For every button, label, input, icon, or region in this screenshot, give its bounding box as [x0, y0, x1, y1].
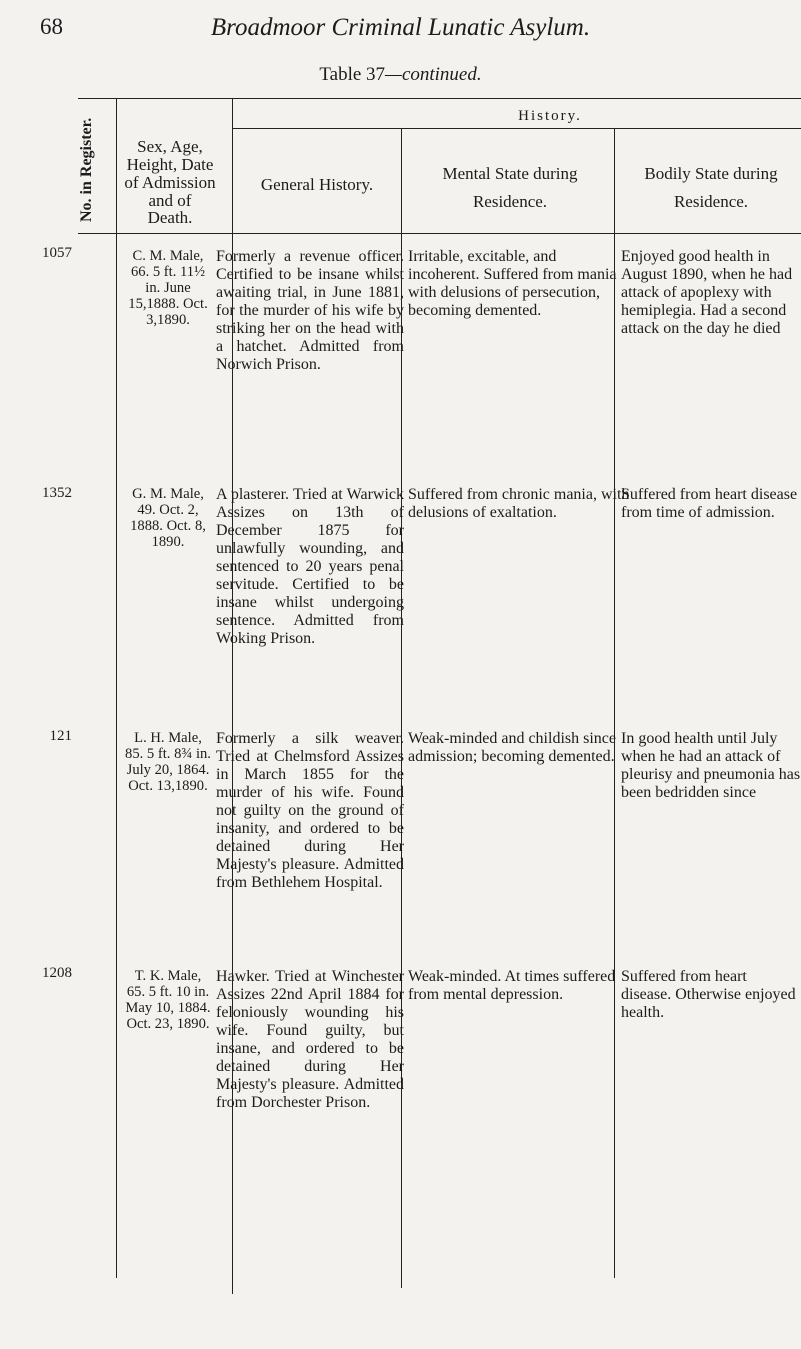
row-person-details: T. K. Male, 65. 5 ft. 10 in. May 10, 1884. Oct. 23, 1890. — [125, 968, 211, 1032]
row-person-details: L. H. Male, 85. 5 ft. 8¾ in. July 20, 1864. Oct. 13,1890. — [125, 730, 211, 794]
row-person-details: C. M. Male, 66. 5 ft. 11½ in. June 15,1888. Oct. 3,1890. — [128, 248, 208, 328]
column-head-general: General History. — [260, 175, 374, 194]
column-head-person: Sex, Age, Height, Date of Admission and of Death. — [124, 137, 216, 228]
row-general-history: Hawker. Tried at Winchester Assizes 22nd April 1884 for feloniously wounding his wife. Found guilty, but insane, and ordered to be detained during Her Majesty's pleasure. Admitted from Dorchester Prison. — [216, 968, 404, 1111]
column-head-history: History. — [518, 108, 582, 124]
row-register-number: 121 — [49, 728, 72, 744]
row-register-number: 1352 — [42, 485, 72, 501]
column-head-bodily: Bodily State during Residence. — [644, 164, 778, 211]
row-bodily-state: In good health until July when he had an attack of pleurisy and pneumonia has been bedridden since — [621, 730, 801, 801]
column-head-register: No. in Register. — [78, 117, 95, 222]
row-bodily-state: Enjoyed good health in August 1890, when he had attack of apoplexy with hemiplegia. Had a second attack on the day he died — [621, 248, 793, 337]
running-title: Broadmoor Criminal Lunatic Asylum. — [210, 14, 591, 41]
row-mental-state: Weak-minded. At times suffered from mental depression. — [408, 968, 616, 1003]
table-title — [0, 64, 801, 86]
row-bodily-state: Suffered from heart disease. Otherwise enjoyed health. — [621, 968, 796, 1021]
table-title-suffix: —continued. — [385, 64, 482, 85]
header-bottom-rule — [78, 233, 801, 234]
column-divider-1 — [116, 98, 117, 1278]
row-general-history: A plasterer. Tried at Warwick Assizes on 13th of December 1875 for unlawfully wounding, and sentenced to 20 years penal servitude. Certified to be insane whilst undergoing sentence. Admitted from Woking Prison. — [216, 486, 404, 647]
table-top-rule — [78, 98, 801, 99]
row-register-number: 1208 — [42, 965, 72, 981]
row-register-number: 1057 — [42, 245, 72, 261]
row-general-history: Formerly a silk weaver. Tried at Chelmsford Assizes in March 1855 for the murder of his wife. Found not guilty on the ground of insanity, and ordered to be detained during Her Majesty's pleasure. Admitted from Bethlehem Hospital. — [216, 730, 404, 891]
history-sub-rule — [232, 128, 801, 129]
row-mental-state: Weak-minded and childish since admission; becoming demented. — [408, 730, 616, 765]
row-bodily-state: Suffered from heart disease from time of admission. — [621, 486, 798, 521]
page-number: 68 — [40, 14, 63, 39]
column-head-mental: Mental State during Residence. — [442, 164, 578, 211]
table-title-label: Table 37 — [319, 64, 386, 85]
row-mental-state: Irritable, excitable, and incoherent. Suffered from mania with delusions of persecution, becoming demented. — [408, 248, 617, 319]
row-mental-state: Suffered from chronic mania, with delusions of exaltation. — [408, 486, 630, 521]
row-person-details: G. M. Male, 49. Oct. 2, 1888. Oct. 8, 1890. — [130, 486, 206, 550]
row-general-history: Formerly a revenue officer. Certified to be insane whilst awaiting trial, in June 1881, for the murder of his wife by striking her on the head with a hatchet. Admitted from Norwich Prison. — [216, 248, 404, 373]
